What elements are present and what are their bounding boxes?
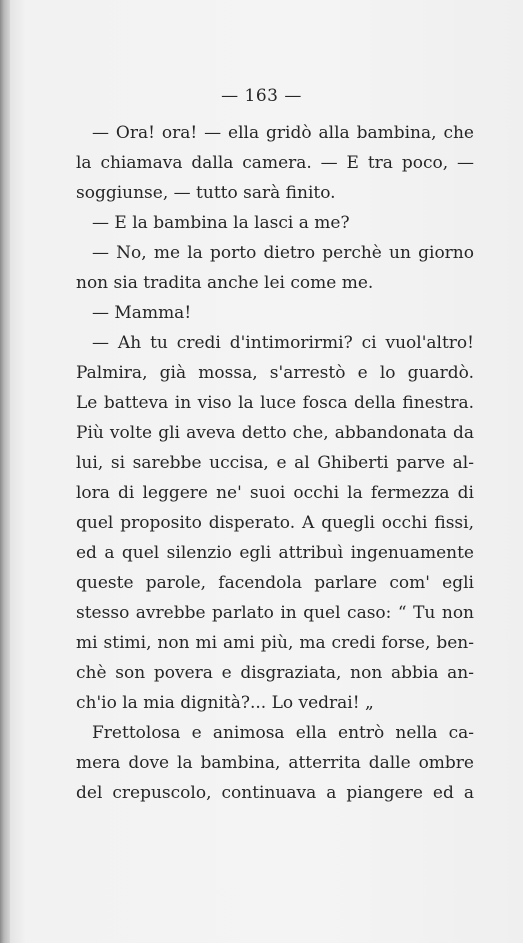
- body-text: [76, 118, 474, 808]
- text-line: queste parole, facendola parlare com' egli: [76, 573, 474, 593]
- text-line: Palmira, già mossa, s'arrestò e lo guardò.: [76, 363, 474, 383]
- text-line: soggiunse, — tutto sarà finito.: [76, 183, 336, 203]
- text-line: Le batteva in viso la luce fosca della finestra.: [76, 393, 474, 413]
- text-line: la chiamava dalla camera. — E tra poco, —: [76, 153, 474, 173]
- text-line: ed a quel silenzio egli attribuì ingenuamente: [76, 543, 474, 563]
- text-line: — Ora! ora! — ella gridò alla bambina, che: [92, 123, 474, 143]
- text-line: — Ah tu credi d'intimorirmi? ci vuol'altro!: [92, 333, 474, 353]
- text-line: mera dove la bambina, atterrita dalle ombre: [76, 753, 474, 773]
- text-line: quel proposito disperato. A quegli occhi fissi,: [76, 513, 474, 533]
- text-line: — No, me la porto dietro perchè un giorno: [92, 243, 474, 263]
- text-line: — E la bambina la lasci a me?: [92, 213, 350, 233]
- text-line: Più volte gli aveva detto che, abbandonata da: [76, 423, 474, 443]
- text-line: mi stimi, non mi ami più, ma credi forse, ben-: [76, 633, 474, 653]
- text-line: chè son povera e disgraziata, non abbia an-: [76, 663, 474, 683]
- text-line: stesso avrebbe parlato in quel caso: “ Tu non: [76, 603, 474, 623]
- text-line: lora di leggere ne' suoi occhi la fermezza di: [76, 483, 474, 503]
- book-spine-shadow: [0, 0, 10, 943]
- text-line: Frettolosa e animosa ella entrò nella ca-: [92, 723, 474, 743]
- text-line: ch'io la mia dignità?... Lo vedrai! „: [76, 693, 374, 713]
- text-line: lui, si sarebbe uccisa, e al Ghiberti parve al-: [76, 453, 474, 473]
- page-number: — 163 —: [221, 86, 302, 106]
- text-line: — Mamma!: [92, 303, 192, 323]
- text-line: del crepuscolo, continuava a piangere ed a: [76, 783, 474, 803]
- text-line: non sia tradita anche lei come me.: [76, 273, 374, 293]
